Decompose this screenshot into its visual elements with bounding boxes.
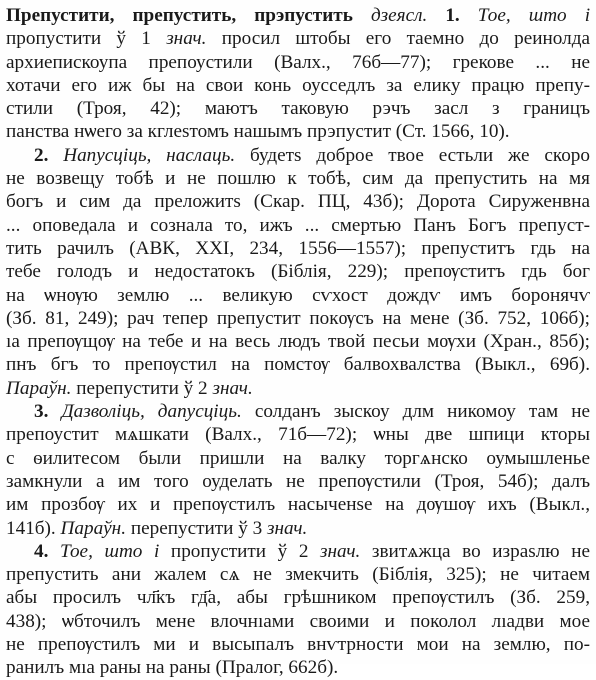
text-run: стили (Троя, 42); маютъ таковую рэчъ засл з границъ bbox=[6, 98, 590, 120]
entry-line bbox=[6, 237, 590, 260]
italic-text: знач. bbox=[266, 517, 308, 539]
italic-text: дзеясл. bbox=[370, 5, 428, 26]
entry-line bbox=[6, 74, 590, 97]
entry-line bbox=[6, 214, 590, 237]
italic-text: Тое, што і bbox=[477, 5, 591, 26]
text-run: 141б). bbox=[6, 517, 61, 539]
entry-line bbox=[6, 167, 590, 190]
text-run: перепустити ў 2 bbox=[71, 377, 213, 399]
entry-line bbox=[6, 423, 590, 446]
text-run bbox=[353, 5, 371, 26]
bold-text: 4. bbox=[34, 540, 49, 562]
text-run bbox=[48, 145, 63, 166]
text-run: ... оповедала и сознала то, ижъ ... смертью Панъ Богъ препуст- bbox=[6, 214, 590, 236]
entry-line bbox=[6, 27, 590, 50]
entry-line bbox=[6, 284, 590, 307]
entry-line bbox=[6, 97, 590, 120]
italic-text: знач. bbox=[212, 377, 253, 399]
text-run: абы просилъ чл҃къ гд҃а, абы грѣшником препѹстилъ (Зб. 259, bbox=[6, 587, 590, 609]
entry-line bbox=[6, 307, 590, 330]
text-run bbox=[460, 5, 478, 26]
text-run: препоустит мѧшкати (Валх., 71б—72); ѡны две шпици кторы bbox=[6, 424, 590, 446]
text-run: будетѕ доброе твое естьли же скоро bbox=[235, 144, 590, 166]
entry-line bbox=[6, 51, 590, 74]
text-run: (Зб. 81, 249); рач тепер препустит покѹсъ на мене (Зб. 752, 106б); bbox=[6, 307, 590, 329]
entry-line bbox=[6, 633, 590, 656]
bold-text: 1. bbox=[445, 5, 460, 26]
text-run bbox=[48, 401, 61, 422]
text-run: пнъ бгъ то препѹстил на помстѹ балвохвалства (Выкл., 69б). bbox=[6, 354, 590, 376]
text-run: хотачи его иж бы на свои конь оусседлъ за елику працю препу- bbox=[6, 74, 590, 96]
text-run: препустить ани жалем сѧ не змекчить (Біблія, 325); не читаем bbox=[6, 564, 590, 586]
italic-text: знач. bbox=[166, 28, 207, 50]
entry-line bbox=[6, 400, 590, 423]
entry-line bbox=[6, 260, 590, 283]
entry-line bbox=[6, 563, 590, 586]
text-run: на ѡнѹю землю ... великую сѵхост дождѵ имъ боронячѵ bbox=[6, 284, 590, 306]
bold-text: 2. bbox=[34, 144, 49, 166]
italic-text: Дазволіць, дапусціць. bbox=[61, 401, 242, 423]
entry-line bbox=[6, 144, 590, 167]
dictionary-entry bbox=[6, 4, 590, 680]
entry-line bbox=[6, 120, 590, 143]
text-run: пропустити ў 1 bbox=[6, 28, 167, 50]
entry-line bbox=[6, 330, 590, 353]
text-run: просил штобы его таемно до реинолда bbox=[206, 28, 590, 50]
entry-line bbox=[6, 586, 590, 609]
italic-text: Параўн. bbox=[6, 377, 72, 399]
entry-line bbox=[6, 353, 590, 376]
text-run: замкнули а им того оуделать не препѹстили (Троя, 54б); далъ bbox=[6, 470, 590, 492]
entry-line bbox=[6, 610, 590, 633]
italic-text: Параўн. bbox=[60, 517, 127, 539]
entry-line bbox=[6, 493, 590, 516]
entry-line bbox=[6, 656, 590, 679]
text-run: 438); ѡбточилъ мене влочнıами своими и поколол лıадви мое bbox=[6, 610, 590, 632]
text-run: тебе голодъ и недостатокъ (Біблія, 229); препѹститъ гдь бог bbox=[6, 261, 590, 283]
text-run: с ѳилитесом были пришли на валку торгѧнско оумышленье bbox=[6, 447, 590, 469]
bold-text: Препустити, препустить, прэпустить bbox=[6, 5, 353, 26]
entry-line bbox=[6, 447, 590, 470]
entry-line bbox=[6, 470, 590, 493]
text-run bbox=[427, 5, 445, 26]
entry-line bbox=[6, 190, 590, 213]
text-run: ранилъ мıа раны на раны (Пралог, 662б). bbox=[6, 657, 339, 679]
text-run: пропустити ў 2 bbox=[159, 540, 321, 562]
text-run: звитѧжца во израѕлю не bbox=[360, 540, 590, 562]
text-run: перепустити ў 3 bbox=[126, 517, 267, 539]
text-run: ıа препѹщѹ на тебе и на весь людъ твой песьи мѹхи (Хран., 85б); bbox=[6, 331, 590, 353]
text-run: не возвещу тобѣ и не пошлю к тобѣ, сим да препустить на мя bbox=[6, 168, 590, 190]
text-run: архиепискоупа препоустили (Валх., 76б—77); грекове ... не bbox=[6, 51, 590, 73]
entry-line bbox=[6, 4, 590, 27]
entry-line bbox=[6, 377, 590, 400]
text-run: богъ и сим да преложитѕ (Скар. ПЦ, 43б); Дорота Сируженвна bbox=[6, 191, 590, 213]
text-run bbox=[48, 541, 60, 562]
text-run: солданъ зыскоу длм никомоу там не bbox=[241, 401, 590, 423]
italic-text: Тое, што і bbox=[59, 540, 160, 562]
bold-text: 3. bbox=[34, 401, 49, 423]
text-run: тить рачилъ (АВК, XXI, 234, 1556—1557); препуститъ гдь на bbox=[6, 237, 590, 259]
entry-line bbox=[6, 517, 590, 540]
italic-text: Напусціць, наслаць. bbox=[63, 144, 236, 166]
entry-line bbox=[6, 540, 590, 563]
text-run: не препѹстилъ ми и высыпалъ внѵтрности мои на землю, по- bbox=[6, 634, 590, 656]
text-run: им прозбѹ их и препѹстилъ насыченѕе на дѹшѹ ихъ (Выкл., bbox=[6, 494, 590, 516]
text-run: панства нѡего за кглеѕтомъ нашымъ прэпустит (Ст. 1566, 10). bbox=[6, 121, 510, 143]
italic-text: знач. bbox=[320, 540, 361, 562]
